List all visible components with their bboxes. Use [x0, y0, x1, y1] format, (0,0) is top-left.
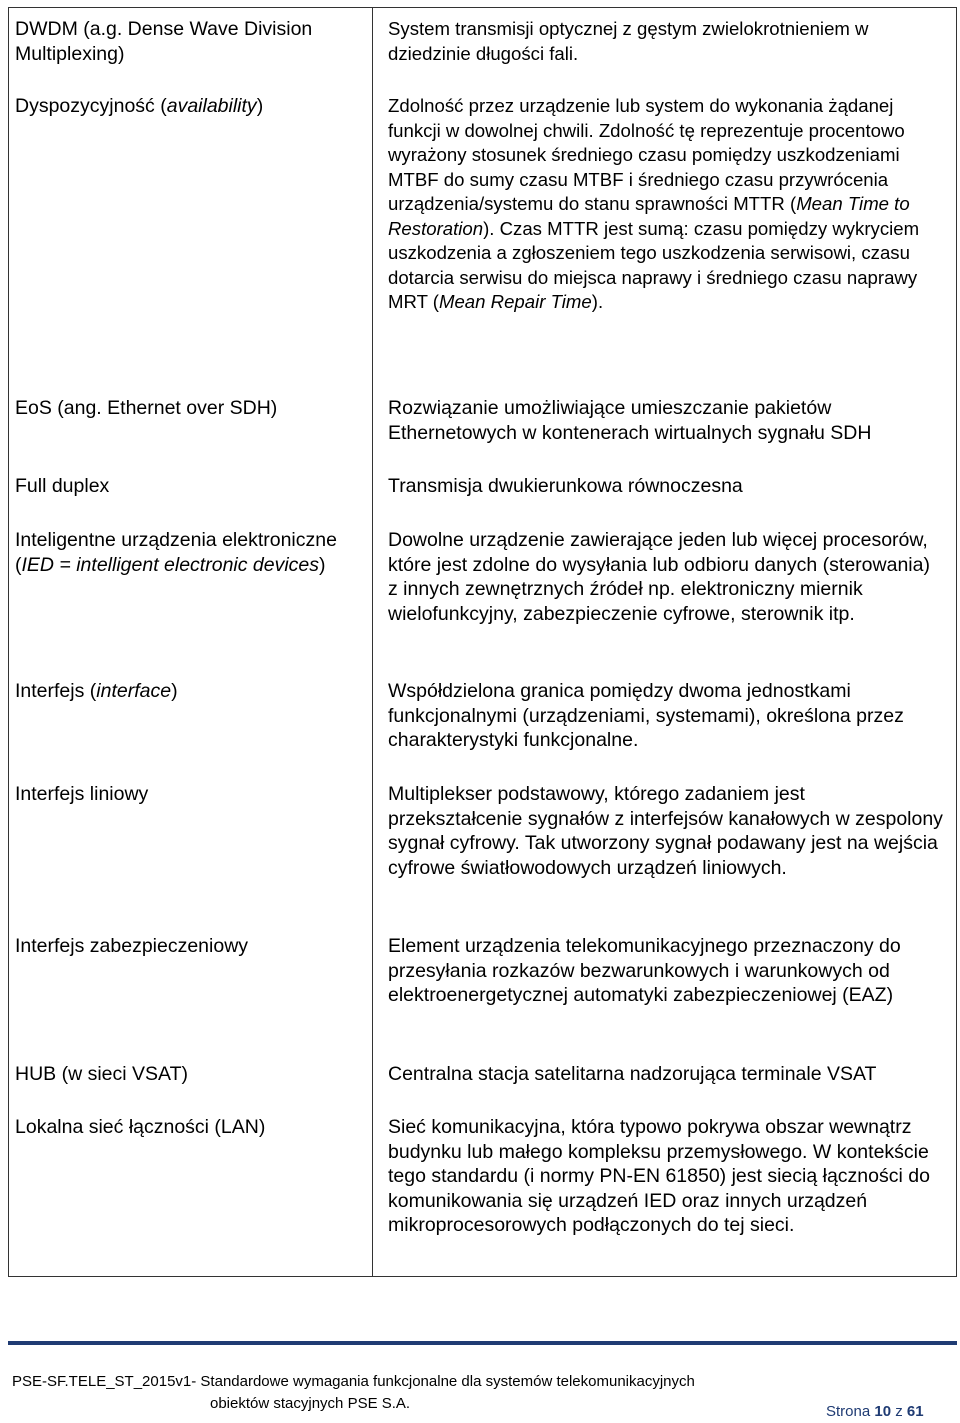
page-label: Strona [826, 1403, 871, 1420]
term-line-interface: Interfejs liniowy [15, 783, 149, 805]
term-lan: Lokalna sieć łączności (LAN) [15, 1116, 266, 1138]
definition-ied: Dowolne urządzenie zawierające jeden lub więcej procesorów, które jest zdolne do wysyłania lub odbioru danych (sterowania) z innych zewnętrznych źródeł np. elektroniczny miernik wielofunkcyjny, zabezpieczenie cyfrowe, sterownik itp. [388, 529, 930, 625]
definition-line-interface: Multiplekser podstawowy, którego zadaniem jest przekształcenie sygnałów z interfejsów kanałowych w zespolony sygnał cyfrowy. Tak utworzony sygnał podawany jest na wejścia cyfrowe światłowodowych urządzeń liniowych. [388, 783, 943, 879]
page-number [826, 1403, 924, 1420]
definition-protection-interface: Element urządzenia telekomunikacyjnego przeznaczony do przesyłania rozkazów bezwarunkowych i warunkowych od elektroenergetycznej automatyki zabezpieczeniowej (EAZ) [388, 935, 901, 1006]
term-availability: Dyspozycyjność (availability) [15, 95, 264, 117]
term-protection-interface: Interfejs zabezpieczeniowy [15, 935, 249, 957]
term-full-duplex: Full duplex [15, 475, 110, 497]
definition-interface: Współdzielona granica pomiędzy dwoma jednostkami funkcjonalnymi (urządzeniami, systemami), określona przez charakterystyki funkcjonalne. [388, 680, 904, 751]
footer-doc-line1: PSE-SF.TELE_ST_2015v1- Standardowe wymagania funkcjonalne dla systemów telekomunikacyjnych [12, 1373, 695, 1390]
term-ied: Inteligentne urządzenia elektroniczne (IED = intelligent electronic devices) [15, 529, 337, 576]
footer-doc-line2: obiektów stacyjnych PSE S.A. [210, 1395, 411, 1412]
total-pages: 61 [906, 1403, 924, 1420]
definition-dwdm: System transmisji optycznej z gęstym zwielokrotnieniem w dziedzinie długości fali. [388, 18, 869, 64]
footer-rule [8, 1341, 957, 1345]
page-of-label: z [895, 1403, 903, 1420]
term-hub: HUB (w sieci VSAT) [15, 1063, 188, 1085]
term-eos: EoS (ang. Ethernet over SDH) [15, 397, 278, 419]
definition-lan: Sieć komunikacyjna, która typowo pokrywa obszar wewnątrz budynku lub małego kompleksu przemysłowego. W kontekście tego standardu (i normy PN-EN 61850) jest siecią łączności do komunikowania się urządzeń IED oraz innych urządzeń mikroprocesorowych podłączonych do tej sieci. [388, 1116, 930, 1236]
definition-availability: Zdolność przez urządzenie lub system do wykonania żądanej funkcji w dowolnej chwili. Zdolność tę reprezentuje procentowo wyrażony stosunek średniego czasu pomiędzy uszkodzeniami MTBF do sumy czasu MTBF i średniego czasu przywrócenia urządzenia/systemu do stanu sprawności MTTR (Mean Time to Restoration). Czas MTTR jest sumą: czasu pomiędzy wykryciem uszkodzenia a zgłoszeniem tego uszkodzenia serwisowi, czasu dotarcia serwisu do miejsca naprawy i średniego czasu naprawy MRT (Mean Repair Time). [388, 95, 920, 312]
term-interface: Interfejs (interface) [15, 680, 178, 702]
definition-full-duplex: Transmisja dwukierunkowa równoczesna [388, 475, 743, 497]
term-dwdm: DWDM (a.g. Dense Wave Division Multiplexing) [15, 18, 313, 65]
definition-eos: Rozwiązanie umożliwiające umieszczanie pakietów Ethernetowych w kontenerach wirtualnych sygnału SDH [388, 397, 872, 444]
glossary-table [8, 7, 957, 1277]
footer-document-title [12, 1371, 695, 1415]
definition-hub: Centralna stacja satelitarna nadzorująca terminale VSAT [388, 1063, 877, 1085]
current-page: 10 [874, 1403, 892, 1420]
column-divider [372, 8, 373, 1276]
